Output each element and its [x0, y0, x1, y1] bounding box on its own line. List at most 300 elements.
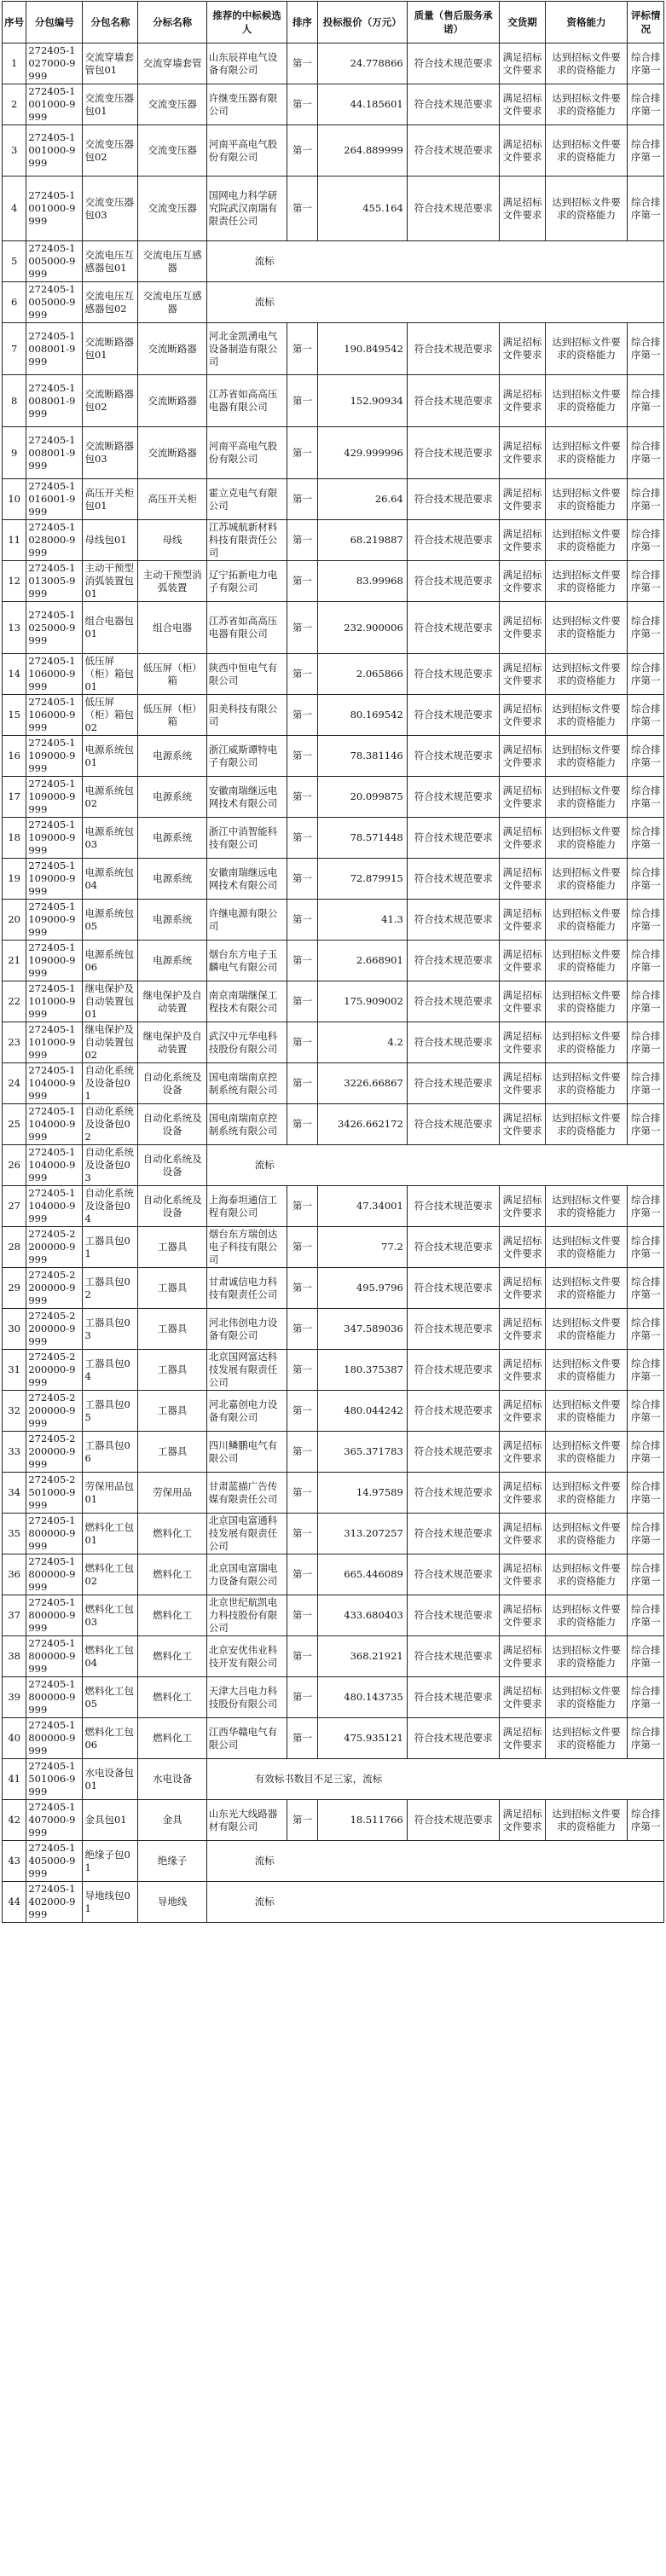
cell-quality: 符合技术规范要求: [407, 520, 500, 561]
cell-qualification: 达到招标文件要求的资格能力: [545, 1514, 628, 1554]
cell-rank: 第一: [287, 1063, 317, 1104]
cell-candidate: 浙江威斯谭特电子有限公司: [206, 736, 287, 777]
cell-price: 264.889999: [317, 125, 407, 177]
cell-candidate: 辽宁拓新电力电子有限公司: [206, 561, 287, 602]
cell-rank: 第一: [287, 323, 317, 375]
cell-evaluation: 综合排序第一: [628, 1432, 664, 1473]
cell-candidate: 北京世纪航凯电力科技股份有限公司: [206, 1595, 287, 1636]
cell-quality: 符合技术规范要求: [407, 177, 500, 241]
cell-candidate: 江苏省如高高压电器有限公司: [206, 602, 287, 654]
table-row: [3, 1268, 664, 1309]
cell-candidate: 安徽南瑞继远电网技术有限公司: [206, 777, 287, 818]
table-row: [3, 1677, 664, 1718]
cell-candidate: 流标: [206, 241, 663, 282]
cell-qualification: 达到招标文件要求的资格能力: [545, 1800, 628, 1841]
cell-package-code: 272405-1501006-9999: [26, 1759, 83, 1800]
cell-price: 26.64: [317, 479, 407, 520]
cell-evaluation: 综合排序第一: [628, 736, 664, 777]
cell-rank: 第一: [287, 1350, 317, 1391]
cell-price: 232.900006: [317, 602, 407, 654]
cell-evaluation: 综合排序第一: [628, 1309, 664, 1350]
cell-index: 27: [3, 1186, 26, 1227]
cell-rank: 第一: [287, 1554, 317, 1595]
cell-qualification: 达到招标文件要求的资格能力: [545, 43, 628, 84]
cell-qualification: 达到招标文件要求的资格能力: [545, 1718, 628, 1759]
cell-candidate: 许继变压器有限公司: [206, 84, 287, 125]
table-row: [3, 1063, 664, 1104]
cell-lot-name: 工器具: [138, 1268, 206, 1309]
cell-delivery: 满足招标文件要求: [500, 1268, 545, 1309]
cell-candidate: 河北嘉创电力设备有限公司: [206, 1391, 287, 1432]
cell-package-name: 交流断路器包02: [83, 375, 138, 427]
cell-quality: 符合技术规范要求: [407, 1595, 500, 1636]
cell-package-name: 燃料化工包05: [83, 1677, 138, 1718]
cell-qualification: 达到招标文件要求的资格能力: [545, 1554, 628, 1595]
cell-index: 35: [3, 1514, 26, 1554]
cell-evaluation: 综合排序第一: [628, 859, 664, 900]
header-qualification: 资格能力: [545, 2, 628, 43]
cell-index: 34: [3, 1473, 26, 1514]
cell-package-name: 主动干预型消弧装置包01: [83, 561, 138, 602]
cell-package-code: 272405-1016001-9999: [26, 479, 83, 520]
table-row: [3, 1473, 664, 1514]
cell-package-name: 交流变压器包03: [83, 177, 138, 241]
cell-evaluation: 综合排序第一: [628, 1063, 664, 1104]
cell-package-code: 272405-1001000-9999: [26, 125, 83, 177]
cell-package-code: 272405-1109000-9999: [26, 941, 83, 981]
cell-candidate: 陕西中恒电气有限公司: [206, 654, 287, 695]
cell-delivery: 满足招标文件要求: [500, 654, 545, 695]
cell-quality: 符合技术规范要求: [407, 1718, 500, 1759]
table-row: [3, 282, 664, 323]
cell-qualification: 达到招标文件要求的资格能力: [545, 520, 628, 561]
cell-quality: 符合技术规范要求: [407, 941, 500, 981]
cell-rank: 第一: [287, 736, 317, 777]
table-row: [3, 777, 664, 818]
cell-quality: 符合技术规范要求: [407, 1227, 500, 1268]
table-row: [3, 818, 664, 859]
cell-package-code: 272405-2501000-9999: [26, 1473, 83, 1514]
cell-index: 18: [3, 818, 26, 859]
cell-evaluation: 综合排序第一: [628, 1022, 664, 1063]
cell-delivery: 满足招标文件要求: [500, 1718, 545, 1759]
cell-index: 30: [3, 1309, 26, 1350]
cell-package-code: 272405-2200000-9999: [26, 1432, 83, 1473]
cell-quality: 符合技术规范要求: [407, 981, 500, 1022]
cell-delivery: 满足招标文件要求: [500, 1595, 545, 1636]
cell-quality: 符合技术规范要求: [407, 1309, 500, 1350]
cell-evaluation: 综合排序第一: [628, 1104, 664, 1145]
cell-price: 78.381146: [317, 736, 407, 777]
cell-price: 368.21921: [317, 1636, 407, 1677]
cell-candidate: 有效标书数目不足三家，流标: [206, 1759, 663, 1800]
cell-package-code: 272405-1013005-9999: [26, 561, 83, 602]
cell-rank: 第一: [287, 427, 317, 479]
cell-evaluation: 综合排序第一: [628, 1186, 664, 1227]
cell-index: 16: [3, 736, 26, 777]
cell-index: 38: [3, 1636, 26, 1677]
cell-rank: 第一: [287, 1514, 317, 1554]
cell-evaluation: 综合排序第一: [628, 177, 664, 241]
cell-lot-name: 自动化系统及设备: [138, 1186, 206, 1227]
cell-delivery: 满足招标文件要求: [500, 1350, 545, 1391]
table-row: [3, 479, 664, 520]
cell-package-code: 272405-1405000-9999: [26, 1841, 83, 1882]
cell-delivery: 满足招标文件要求: [500, 1677, 545, 1718]
cell-index: 33: [3, 1432, 26, 1473]
cell-price: 3226.66867: [317, 1063, 407, 1104]
cell-candidate: 甘肃蓝描广告传媒有限责任公司: [206, 1473, 287, 1514]
cell-rank: 第一: [287, 981, 317, 1022]
cell-rank: 第一: [287, 375, 317, 427]
cell-candidate: 甘肃诚信电力科技有限责任公司: [206, 1268, 287, 1309]
cell-lot-name: 工器具: [138, 1227, 206, 1268]
cell-qualification: 达到招标文件要求的资格能力: [545, 1677, 628, 1718]
cell-package-code: 272405-1028000-9999: [26, 520, 83, 561]
cell-package-code: 272405-1800000-9999: [26, 1718, 83, 1759]
cell-rank: 第一: [287, 1022, 317, 1063]
cell-package-name: 自动化系统及设备包01: [83, 1063, 138, 1104]
cell-candidate: 许继电源有限公司: [206, 900, 287, 941]
cell-package-code: 272405-1027000-9999: [26, 43, 83, 84]
cell-qualification: 达到招标文件要求的资格能力: [545, 177, 628, 241]
header-package-name: 分包名称: [83, 2, 138, 43]
cell-package-name: 工器具包02: [83, 1268, 138, 1309]
table-row: [3, 427, 664, 479]
cell-qualification: 达到招标文件要求的资格能力: [545, 479, 628, 520]
cell-price: 14.97589: [317, 1473, 407, 1514]
cell-evaluation: 综合排序第一: [628, 981, 664, 1022]
cell-index: 23: [3, 1022, 26, 1063]
cell-quality: 符合技术规范要求: [407, 900, 500, 941]
cell-candidate: 浙江中消智能科技有限公司: [206, 818, 287, 859]
cell-delivery: 满足招标文件要求: [500, 1391, 545, 1432]
cell-qualification: 达到招标文件要求的资格能力: [545, 695, 628, 736]
cell-evaluation: 综合排序第一: [628, 1677, 664, 1718]
cell-lot-name: 燃料化工: [138, 1677, 206, 1718]
cell-index: 43: [3, 1841, 26, 1882]
cell-index: 25: [3, 1104, 26, 1145]
cell-evaluation: 综合排序第一: [628, 1800, 664, 1841]
cell-index: 41: [3, 1759, 26, 1800]
cell-candidate: 江西华赣电气有限公司: [206, 1718, 287, 1759]
cell-candidate: 江苏城航新材料科技有限责任公司: [206, 520, 287, 561]
header-price: 投标报价（万元）: [317, 2, 407, 43]
cell-package-code: 272405-1800000-9999: [26, 1554, 83, 1595]
table-row: [3, 1636, 664, 1677]
cell-quality: 符合技术规范要求: [407, 859, 500, 900]
cell-package-code: 272405-1101000-9999: [26, 1022, 83, 1063]
cell-candidate: 国电南瑞南京控制系统有限公司: [206, 1063, 287, 1104]
cell-package-name: 低压屏（柜）箱包02: [83, 695, 138, 736]
cell-price: 480.044242: [317, 1391, 407, 1432]
cell-evaluation: 综合排序第一: [628, 777, 664, 818]
cell-package-name: 电源系统包02: [83, 777, 138, 818]
cell-qualification: 达到招标文件要求的资格能力: [545, 1227, 628, 1268]
cell-candidate: 南京南瑞继保工程技术有限公司: [206, 981, 287, 1022]
cell-price: 3426.662172: [317, 1104, 407, 1145]
cell-index: 42: [3, 1800, 26, 1841]
cell-candidate: 山东辰祥电气设备有限公司: [206, 43, 287, 84]
cell-evaluation: 综合排序第一: [628, 602, 664, 654]
cell-delivery: 满足招标文件要求: [500, 818, 545, 859]
cell-quality: 符合技术规范要求: [407, 1432, 500, 1473]
cell-qualification: 达到招标文件要求的资格能力: [545, 941, 628, 981]
cell-qualification: 达到招标文件要求的资格能力: [545, 777, 628, 818]
cell-quality: 符合技术规范要求: [407, 602, 500, 654]
cell-delivery: 满足招标文件要求: [500, 1514, 545, 1554]
table-row: [3, 1391, 664, 1432]
cell-quality: 符合技术规范要求: [407, 1391, 500, 1432]
cell-package-code: 272405-1106000-9999: [26, 695, 83, 736]
cell-delivery: 满足招标文件要求: [500, 1473, 545, 1514]
table-row: [3, 1186, 664, 1227]
cell-delivery: 满足招标文件要求: [500, 520, 545, 561]
cell-evaluation: 综合排序第一: [628, 1268, 664, 1309]
cell-package-code: 272405-1800000-9999: [26, 1595, 83, 1636]
cell-lot-name: 燃料化工: [138, 1636, 206, 1677]
table-row: [3, 900, 664, 941]
cell-lot-name: 交流电压互感器: [138, 241, 206, 282]
cell-index: 10: [3, 479, 26, 520]
cell-quality: 符合技术规范要求: [407, 125, 500, 177]
cell-rank: 第一: [287, 1104, 317, 1145]
cell-rank: 第一: [287, 900, 317, 941]
cell-qualification: 达到招标文件要求的资格能力: [545, 1309, 628, 1350]
cell-delivery: 满足招标文件要求: [500, 375, 545, 427]
cell-package-name: 电源系统包04: [83, 859, 138, 900]
cell-qualification: 达到招标文件要求的资格能力: [545, 84, 628, 125]
cell-price: 72.879915: [317, 859, 407, 900]
cell-rank: 第一: [287, 859, 317, 900]
cell-package-code: 272405-1025000-9999: [26, 602, 83, 654]
cell-package-name: 母线包01: [83, 520, 138, 561]
table-row: [3, 859, 664, 900]
cell-price: 190.849542: [317, 323, 407, 375]
cell-package-code: 272405-1005000-9999: [26, 282, 83, 323]
table-row: [3, 520, 664, 561]
cell-delivery: 满足招标文件要求: [500, 859, 545, 900]
cell-package-code: 272405-1109000-9999: [26, 859, 83, 900]
cell-qualification: 达到招标文件要求的资格能力: [545, 1104, 628, 1145]
cell-rank: 第一: [287, 1718, 317, 1759]
bid-results-table: [2, 1, 664, 1923]
cell-index: 17: [3, 777, 26, 818]
cell-quality: 符合技术规范要求: [407, 43, 500, 84]
cell-delivery: 满足招标文件要求: [500, 981, 545, 1022]
cell-candidate: 国网电力科学研究院武汉南瑞有限责任公司: [206, 177, 287, 241]
cell-price: 80.169542: [317, 695, 407, 736]
table-row: [3, 1104, 664, 1145]
cell-price: 4.2: [317, 1022, 407, 1063]
cell-candidate: 武汉中元华电科技股份有限公司: [206, 1022, 287, 1063]
cell-qualification: 达到招标文件要求的资格能力: [545, 1595, 628, 1636]
cell-price: 313.207257: [317, 1514, 407, 1554]
cell-price: 495.9796: [317, 1268, 407, 1309]
cell-lot-name: 高压开关柜: [138, 479, 206, 520]
cell-quality: 符合技术规范要求: [407, 695, 500, 736]
table-row: [3, 375, 664, 427]
cell-package-name: 继电保护及自动装置包02: [83, 1022, 138, 1063]
cell-evaluation: 综合排序第一: [628, 323, 664, 375]
cell-index: 21: [3, 941, 26, 981]
cell-package-name: 导地线包01: [83, 1882, 138, 1923]
cell-package-code: 272405-1104000-9999: [26, 1186, 83, 1227]
cell-evaluation: 综合排序第一: [628, 1636, 664, 1677]
cell-rank: 第一: [287, 125, 317, 177]
table-row: [3, 1350, 664, 1391]
cell-candidate: 江苏省如高高压电器有限公司: [206, 375, 287, 427]
cell-quality: 符合技术规范要求: [407, 479, 500, 520]
cell-package-code: 272405-2200000-9999: [26, 1227, 83, 1268]
cell-package-code: 272405-1800000-9999: [26, 1677, 83, 1718]
cell-price: 429.999996: [317, 427, 407, 479]
cell-index: 13: [3, 602, 26, 654]
cell-delivery: 满足招标文件要求: [500, 427, 545, 479]
cell-lot-name: 绝缘子: [138, 1841, 206, 1882]
cell-candidate: 北京国网富达科技发展有限责任公司: [206, 1350, 287, 1391]
cell-price: 24.778866: [317, 43, 407, 84]
cell-package-name: 交流断路器包03: [83, 427, 138, 479]
cell-delivery: 满足招标文件要求: [500, 323, 545, 375]
cell-package-name: 工器具包03: [83, 1309, 138, 1350]
table-row: [3, 981, 664, 1022]
cell-package-name: 燃料化工包03: [83, 1595, 138, 1636]
table-row: [3, 43, 664, 84]
cell-lot-name: 低压屏（柜）箱: [138, 654, 206, 695]
cell-package-code: 272405-2200000-9999: [26, 1391, 83, 1432]
header-evaluation: 评标情况: [628, 2, 664, 43]
cell-quality: 符合技术规范要求: [407, 777, 500, 818]
cell-rank: 第一: [287, 1800, 317, 1841]
cell-rank: 第一: [287, 1595, 317, 1636]
cell-package-code: 272405-2200000-9999: [26, 1350, 83, 1391]
table-row: [3, 323, 664, 375]
cell-rank: 第一: [287, 941, 317, 981]
cell-price: 2.668901: [317, 941, 407, 981]
cell-quality: 符合技术规范要求: [407, 818, 500, 859]
cell-qualification: 达到招标文件要求的资格能力: [545, 561, 628, 602]
cell-package-code: 272405-1104000-9999: [26, 1145, 83, 1186]
cell-delivery: 满足招标文件要求: [500, 941, 545, 981]
cell-quality: 符合技术规范要求: [407, 427, 500, 479]
cell-delivery: 满足招标文件要求: [500, 602, 545, 654]
cell-candidate: 阳美科技有限公司: [206, 695, 287, 736]
cell-index: 39: [3, 1677, 26, 1718]
cell-package-name: 燃料化工包04: [83, 1636, 138, 1677]
cell-evaluation: 综合排序第一: [628, 520, 664, 561]
cell-price: 77.2: [317, 1227, 407, 1268]
cell-evaluation: 综合排序第一: [628, 1350, 664, 1391]
cell-package-name: 自动化系统及设备包02: [83, 1104, 138, 1145]
cell-price: 175.909002: [317, 981, 407, 1022]
header-index: 序号: [3, 2, 26, 43]
cell-package-name: 燃料化工包06: [83, 1718, 138, 1759]
cell-lot-name: 工器具: [138, 1432, 206, 1473]
cell-package-name: 金具包01: [83, 1800, 138, 1841]
cell-qualification: 达到招标文件要求的资格能力: [545, 736, 628, 777]
cell-quality: 符合技术规范要求: [407, 654, 500, 695]
cell-package-name: 自动化系统及设备包04: [83, 1186, 138, 1227]
cell-lot-name: 电源系统: [138, 736, 206, 777]
cell-qualification: 达到招标文件要求的资格能力: [545, 1063, 628, 1104]
cell-price: 480.143735: [317, 1677, 407, 1718]
cell-qualification: 达到招标文件要求的资格能力: [545, 654, 628, 695]
cell-lot-name: 自动化系统及设备: [138, 1145, 206, 1186]
cell-index: 26: [3, 1145, 26, 1186]
cell-qualification: 达到招标文件要求的资格能力: [545, 1432, 628, 1473]
cell-package-code: 272405-2200000-9999: [26, 1268, 83, 1309]
cell-index: 40: [3, 1718, 26, 1759]
table-row: [3, 602, 664, 654]
cell-lot-name: 电源系统: [138, 818, 206, 859]
cell-quality: 符合技术规范要求: [407, 736, 500, 777]
cell-index: 32: [3, 1391, 26, 1432]
cell-package-code: 272405-1407000-9999: [26, 1800, 83, 1841]
cell-index: 12: [3, 561, 26, 602]
cell-candidate: 北京国电富瑞电力设备有限公司: [206, 1554, 287, 1595]
cell-package-code: 272405-1109000-9999: [26, 900, 83, 941]
cell-lot-name: 燃料化工: [138, 1554, 206, 1595]
cell-quality: 符合技术规范要求: [407, 1514, 500, 1554]
cell-index: 28: [3, 1227, 26, 1268]
cell-candidate: 山东光大线路器材有限公司: [206, 1800, 287, 1841]
cell-rank: 第一: [287, 818, 317, 859]
cell-package-code: 272405-1104000-9999: [26, 1104, 83, 1145]
cell-evaluation: 综合排序第一: [628, 84, 664, 125]
cell-package-name: 绝缘子包01: [83, 1841, 138, 1882]
header-quality: 质量（售后服务承诺）: [407, 2, 500, 43]
cell-evaluation: 综合排序第一: [628, 125, 664, 177]
cell-evaluation: 综合排序第一: [628, 1391, 664, 1432]
cell-package-code: 272405-1109000-9999: [26, 818, 83, 859]
cell-delivery: 满足招标文件要求: [500, 43, 545, 84]
cell-qualification: 达到招标文件要求的资格能力: [545, 981, 628, 1022]
cell-quality: 符合技术规范要求: [407, 1350, 500, 1391]
cell-index: 14: [3, 654, 26, 695]
table-row: [3, 1514, 664, 1554]
table-row: [3, 1718, 664, 1759]
header-rank: 排序: [287, 2, 317, 43]
table-row: [3, 695, 664, 736]
cell-candidate: 流标: [206, 282, 663, 323]
cell-rank: 第一: [287, 84, 317, 125]
cell-lot-name: 水电设备: [138, 1759, 206, 1800]
cell-package-name: 交流电压互感器包01: [83, 241, 138, 282]
cell-package-name: 燃料化工包02: [83, 1554, 138, 1595]
cell-lot-name: 自动化系统及设备: [138, 1104, 206, 1145]
cell-package-code: 272405-1005000-9999: [26, 241, 83, 282]
cell-index: 7: [3, 323, 26, 375]
cell-candidate: 流标: [206, 1841, 663, 1882]
cell-lot-name: 继电保护及自动装置: [138, 981, 206, 1022]
cell-evaluation: 综合排序第一: [628, 818, 664, 859]
cell-price: 665.446089: [317, 1554, 407, 1595]
cell-price: 18.511766: [317, 1800, 407, 1841]
cell-delivery: 满足招标文件要求: [500, 695, 545, 736]
cell-quality: 符合技术规范要求: [407, 1636, 500, 1677]
cell-delivery: 满足招标文件要求: [500, 125, 545, 177]
cell-qualification: 达到招标文件要求的资格能力: [545, 1022, 628, 1063]
cell-price: 68.219887: [317, 520, 407, 561]
cell-index: 37: [3, 1595, 26, 1636]
cell-evaluation: 综合排序第一: [628, 1227, 664, 1268]
cell-delivery: 满足招标文件要求: [500, 1186, 545, 1227]
cell-package-name: 自动化系统及设备包03: [83, 1145, 138, 1186]
cell-quality: 符合技术规范要求: [407, 1268, 500, 1309]
cell-quality: 符合技术规范要求: [407, 1022, 500, 1063]
cell-lot-name: 劳保用品: [138, 1473, 206, 1514]
